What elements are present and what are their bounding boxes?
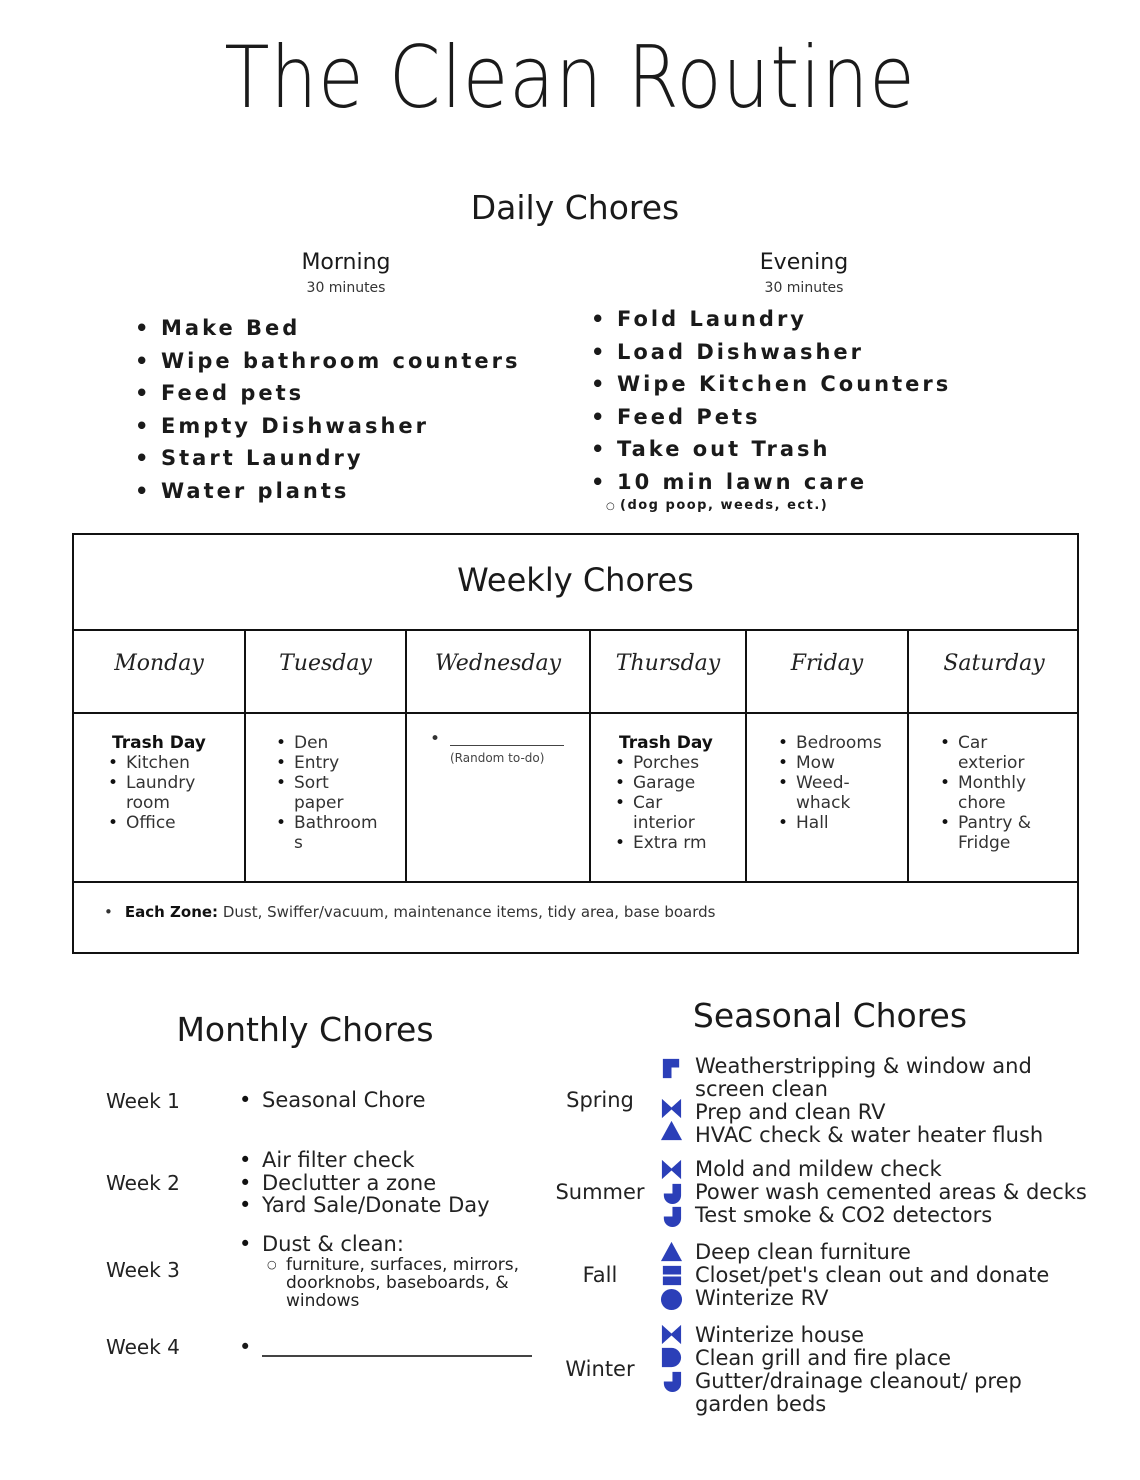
bowtie-icon [660,1097,683,1120]
list-item: • Wipe bathroom counters [135,345,520,378]
day-header-thursday: Thursday [615,651,721,676]
trash-day-label: Trash Day [112,733,206,753]
week-3-label: Week 3 [106,1258,180,1282]
list-item: Clean grill and fire place [695,1346,952,1370]
day-header-monday: Monday [114,651,204,676]
list-item: • Garage [611,773,741,793]
empty-bullet: • [430,729,441,749]
week-1-list [237,1089,426,1112]
evening-duration: 30 minutes [764,280,844,296]
day-header-friday: Friday [790,651,864,676]
list-item: • Kitchen [104,753,234,773]
morning-duration: 30 minutes [306,280,386,296]
triangle-icon [660,1240,683,1263]
list-item: Deep clean furniture [695,1240,911,1264]
list-item: • Make Bed [135,312,520,345]
list-item: • Dust & clean: [237,1233,537,1256]
fall-chore-list [695,1241,1049,1310]
list-item: • Empty Dishwasher [135,410,520,443]
each-zone-note: • Each Zone: Dust, Swiffer/vacuum, maintenance items, tidy area, base boards [104,903,716,921]
morning-heading: Morning [301,250,391,275]
list-item: • Water plants [135,475,520,508]
day-header-saturday: Saturday [943,651,1045,676]
list-item: • Office [104,813,234,833]
random-todo-placeholder: (Random to-do) [450,745,564,768]
season-spring-label: Spring [566,1088,634,1112]
thursday-cell [611,733,741,853]
list-item: • Mow [774,753,902,773]
list-item: Winterize house [695,1323,865,1347]
season-winter-label: Winter [565,1357,635,1381]
list-item: • Fold Laundry [591,303,951,336]
list-item: • Car interior [611,793,691,833]
divider [74,881,1077,883]
list-item: • Monthly chore [936,773,1026,813]
daily-chores-heading: Daily Chores [470,188,680,227]
tuesday-cell [272,733,400,853]
week-4-label: Week 4 [106,1335,180,1359]
list-item: • Sort paper [272,773,344,813]
season-fall-label: Fall [582,1263,618,1287]
list-subitem: ○ furniture, surfaces, mirrors, doorknobs, baseboards, & windows [237,1256,537,1310]
bowtie-icon [660,1323,683,1346]
each-zone-text: Dust, Swiffer/vacuum, maintenance items, tidy area, base boards [222,903,716,921]
week-3-list [237,1233,537,1310]
list-item: • 10 min lawn care [591,466,951,499]
list-item: • Den [272,733,400,753]
list-item: • Load Dishwasher [591,336,951,369]
list-item: • Air filter check [237,1149,490,1172]
list-item: • Weed-whack [774,773,856,813]
j-hook-icon [660,1205,683,1228]
saturday-cell [936,733,1066,853]
list-item: Winterize RV [695,1286,829,1310]
blank-fill-line [262,1355,532,1357]
list-item: • Bathroom s [272,813,378,853]
list-item: HVAC check & water heater flush [695,1123,1044,1147]
monthly-chores-heading: Monthly Chores [176,1010,434,1049]
evening-chore-list [591,303,951,498]
list-item: • Start Laundry [135,442,520,475]
evening-heading: Evening [759,250,849,275]
flag-icon [660,1057,683,1080]
circle-icon [660,1288,683,1311]
weekly-chores-heading: Weekly Chores [457,561,694,599]
list-item: Closet/pet's clean out and donate [695,1263,1050,1287]
list-item: Prep and clean RV [695,1100,886,1124]
list-item: • Laundry room [104,773,204,813]
j-hook-icon [660,1370,683,1393]
j-hook-icon [660,1182,683,1205]
divider [74,712,1077,714]
list-item: • Seasonal Chore [237,1089,426,1112]
friday-cell [774,733,902,833]
list-item: • Hall [774,813,902,833]
d-shape-icon [660,1346,683,1369]
summer-chore-list [695,1158,1087,1227]
weekly-chores-table [72,533,1079,954]
list-item: • Bedrooms [774,733,902,753]
monday-cell [104,733,234,833]
bowtie-icon [660,1158,683,1181]
list-item: • Yard Sale/Donate Day [237,1194,490,1217]
list-item: • Porches [611,753,741,773]
spring-chore-list [695,1055,1055,1147]
week-2-label: Week 2 [106,1171,180,1195]
list-item: Power wash cemented areas & decks [695,1180,1087,1204]
each-zone-label: Each Zone: [124,903,219,921]
list-item: • Declutter a zone [237,1172,490,1195]
winter-chore-list [695,1324,1045,1416]
lawn-care-note: ○ (dog poop, weeds, ect.) [606,498,829,513]
week-2-list [237,1149,490,1217]
list-item: Gutter/drainage cleanout/ prep garden beds [695,1369,1022,1416]
list-item: Mold and mildew check [695,1157,942,1181]
list-item: • Pantry & Fridge [936,813,1046,853]
day-header-tuesday: Tuesday [279,651,372,676]
trash-day-label: Trash Day [619,733,713,753]
list-item: Test smoke & CO2 detectors [695,1203,993,1227]
seasonal-chores-heading: Seasonal Chores [692,996,968,1035]
morning-chore-list [135,312,520,507]
list-item: • Extra rm [611,833,741,853]
list-item: • Car exterior [936,733,1026,773]
list-item: • Take out Trash [591,433,951,466]
list-item: • Feed Pets [591,401,951,434]
empty-bullet: • [239,1335,252,1359]
s-shape-icon [660,1264,683,1287]
list-item: • Entry [272,753,400,773]
divider [74,629,1077,631]
day-header-wednesday: Wednesday [434,651,562,676]
week-1-label: Week 1 [106,1089,180,1113]
page-title: The Clean Routine [224,28,916,128]
list-item: • Feed pets [135,377,520,410]
triangle-icon [660,1119,683,1142]
list-item: • Wipe Kitchen Counters [591,368,951,401]
season-summer-label: Summer [555,1180,645,1204]
list-item: Weatherstripping & window and screen clean [695,1054,1032,1101]
